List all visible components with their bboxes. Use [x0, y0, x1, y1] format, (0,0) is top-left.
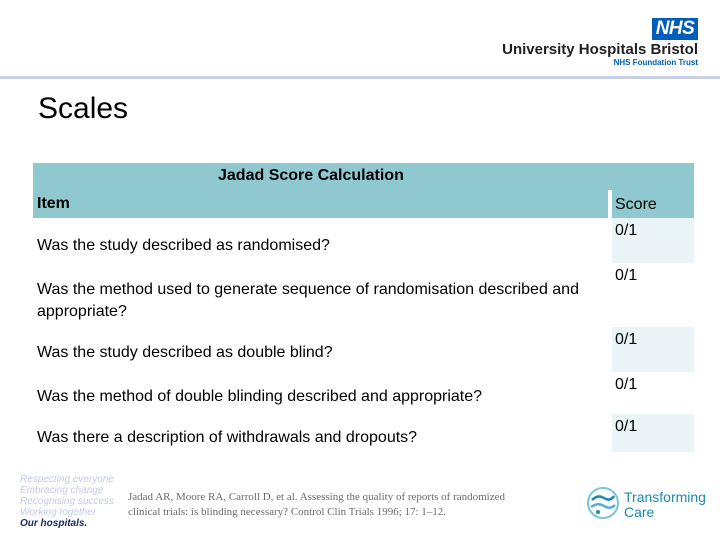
- value-line: Embracing change: [20, 485, 104, 496]
- value-line-emphasis: Our hospitals.: [20, 518, 88, 529]
- table-row-item: Was the method used to generate sequence of randomisation described and appropriate?: [33, 263, 608, 327]
- value-line: Respecting everyone: [20, 474, 114, 485]
- partner-logo-text: [624, 490, 706, 520]
- citation: [128, 490, 568, 520]
- table-row-item: Was the study described as randomised?: [33, 218, 608, 263]
- citation-line: clinical trials: is blinding necessary? Control Clin Trials 1996; 17: 1–12.: [128, 506, 447, 518]
- slide-title: Scales: [38, 92, 129, 125]
- transforming-care-globe-icon: [586, 486, 620, 520]
- partner-line: Care: [624, 504, 655, 520]
- org-subtitle: NHS Foundation Trust: [613, 58, 698, 67]
- nhs-logo: NHS: [652, 18, 698, 40]
- table-row-score: 0/1: [612, 414, 694, 452]
- header-divider: [0, 76, 720, 79]
- table-row-score: 0/1: [612, 372, 694, 414]
- table-row-item: Was there a description of withdrawals and dropouts?: [33, 414, 608, 452]
- citation-line: Jadad AR, Moore RA, Carroll D, et al. Assessing the quality of reports of randomized: [128, 491, 505, 503]
- value-line: Working together: [20, 507, 97, 518]
- table-caption-text: Jadad Score Calculation: [218, 167, 404, 184]
- table-caption-score-cell: [612, 163, 694, 190]
- org-name: University Hospitals Bristol: [502, 41, 698, 58]
- table-row-item: Was the method of double blinding described and appropriate?: [33, 372, 608, 414]
- column-header-item: Item: [33, 190, 608, 218]
- trust-values: [20, 474, 114, 529]
- value-line: Recognising success: [20, 496, 114, 507]
- table-row-item: Was the study described as double blind?: [33, 327, 608, 372]
- partner-line: Transforming: [624, 489, 706, 505]
- table-caption: [33, 163, 612, 190]
- table-row-score: 0/1: [612, 218, 694, 263]
- table-row-score: 0/1: [612, 263, 694, 327]
- column-header-score: Score: [612, 190, 694, 218]
- table-row-score: 0/1: [612, 327, 694, 372]
